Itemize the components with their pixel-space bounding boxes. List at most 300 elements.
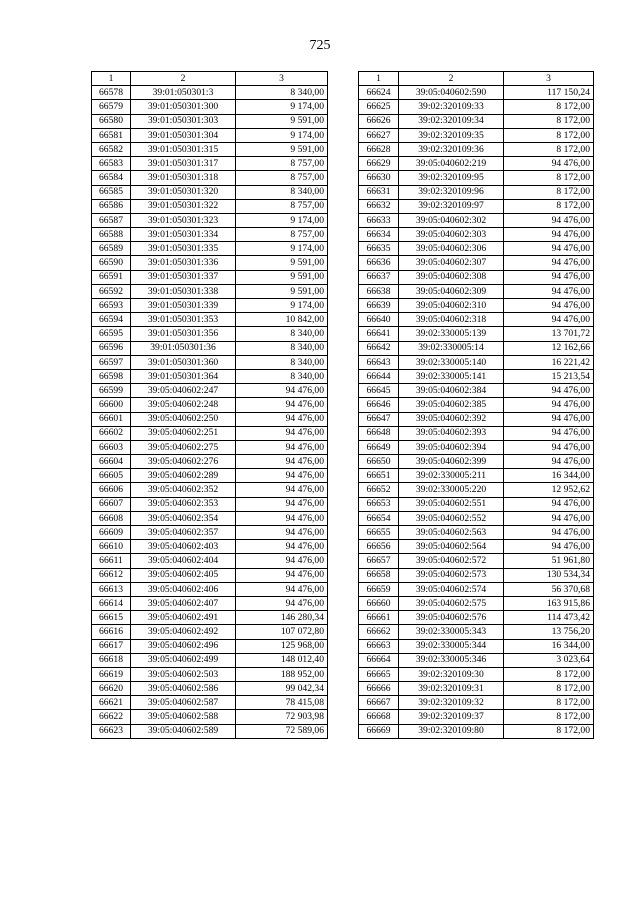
table-row	[359, 710, 594, 724]
row-number-cell: 66638	[359, 284, 399, 298]
cadastral-number-cell: 39:05:040602:587	[131, 696, 236, 710]
cadastral-number-cell: 39:01:050301:3	[131, 86, 236, 100]
value-cell: 94 476,00	[504, 455, 594, 469]
row-number-cell: 66636	[359, 256, 399, 270]
cadastral-number-cell: 39:02:330005:343	[399, 625, 504, 639]
cadastral-number-cell: 39:05:040602:573	[399, 568, 504, 582]
row-number-cell: 66606	[92, 483, 131, 497]
row-number-cell: 66614	[92, 596, 131, 610]
table-row	[359, 327, 594, 341]
value-cell: 117 150,24	[504, 86, 594, 100]
cadastral-number-cell: 39:05:040602:406	[131, 582, 236, 596]
value-cell: 8 172,00	[504, 696, 594, 710]
table-row	[359, 128, 594, 142]
value-cell: 9 174,00	[236, 213, 328, 227]
value-cell: 94 476,00	[504, 440, 594, 454]
cadastral-number-cell: 39:05:040602:219	[399, 157, 504, 171]
row-number-cell: 66639	[359, 299, 399, 313]
cadastral-number-cell: 39:01:050301:338	[131, 284, 236, 298]
row-number-cell: 66579	[92, 100, 131, 114]
cadastral-number-cell: 39:05:040602:353	[131, 497, 236, 511]
row-number-cell: 66583	[92, 157, 131, 171]
table-row	[359, 440, 594, 454]
column-header-1: 1	[92, 72, 131, 86]
table-row	[92, 284, 328, 298]
row-number-cell: 66602	[92, 426, 131, 440]
table-row	[359, 86, 594, 100]
row-number-cell: 66649	[359, 440, 399, 454]
table-row	[359, 242, 594, 256]
cadastral-number-cell: 39:02:320109:35	[399, 128, 504, 142]
value-cell: 8 757,00	[236, 199, 328, 213]
table-row	[359, 412, 594, 426]
row-number-cell: 66599	[92, 384, 131, 398]
row-number-cell: 66616	[92, 625, 131, 639]
value-cell: 8 172,00	[504, 114, 594, 128]
value-cell: 8 172,00	[504, 667, 594, 681]
value-cell: 56 370,68	[504, 582, 594, 596]
table-row	[92, 86, 328, 100]
row-number-cell: 66629	[359, 157, 399, 171]
table-row	[92, 369, 328, 383]
cadastral-number-cell: 39:01:050301:303	[131, 114, 236, 128]
column-header-2: 2	[131, 72, 236, 86]
table-row	[92, 171, 328, 185]
row-number-cell: 66633	[359, 213, 399, 227]
cadastral-number-cell: 39:05:040602:575	[399, 596, 504, 610]
value-cell: 9 591,00	[236, 114, 328, 128]
table-row	[92, 313, 328, 327]
row-number-cell: 66593	[92, 299, 131, 313]
row-number-cell: 66661	[359, 611, 399, 625]
cadastral-number-cell: 39:05:040602:303	[399, 228, 504, 242]
table-row	[92, 426, 328, 440]
table-row	[92, 554, 328, 568]
table-row	[92, 440, 328, 454]
row-number-cell: 66660	[359, 596, 399, 610]
value-cell: 125 968,00	[236, 639, 328, 653]
cadastral-number-cell: 39:05:040602:306	[399, 242, 504, 256]
column-header-3: 3	[504, 72, 594, 86]
cadastral-number-cell: 39:02:320109:31	[399, 682, 504, 696]
cadastral-number-cell: 39:05:040602:588	[131, 710, 236, 724]
register-table-left	[91, 71, 328, 739]
table-row	[92, 611, 328, 625]
table-row	[92, 568, 328, 582]
table-row	[92, 540, 328, 554]
page-number: 725	[309, 38, 331, 53]
cadastral-number-cell: 39:02:320109:36	[399, 142, 504, 156]
table-row	[92, 213, 328, 227]
cadastral-number-cell: 39:02:320109:33	[399, 100, 504, 114]
value-cell: 94 476,00	[504, 284, 594, 298]
value-cell: 94 476,00	[504, 412, 594, 426]
row-number-cell: 66645	[359, 384, 399, 398]
table-row	[359, 256, 594, 270]
row-number-cell: 66647	[359, 412, 399, 426]
cadastral-number-cell: 39:05:040602:405	[131, 568, 236, 582]
value-cell: 94 476,00	[504, 256, 594, 270]
table-row	[359, 199, 594, 213]
value-cell: 94 476,00	[236, 526, 328, 540]
value-cell: 16 221,42	[504, 355, 594, 369]
table-row	[359, 398, 594, 412]
row-number-cell: 66648	[359, 426, 399, 440]
value-cell: 9 591,00	[236, 284, 328, 298]
row-number-cell: 66652	[359, 483, 399, 497]
table-row	[359, 270, 594, 284]
value-cell: 107 072,80	[236, 625, 328, 639]
table-row	[359, 625, 594, 639]
value-cell: 51 961,80	[504, 554, 594, 568]
cadastral-number-cell: 39:05:040602:589	[131, 724, 236, 738]
row-number-cell: 66634	[359, 228, 399, 242]
cadastral-number-cell: 39:05:040602:492	[131, 625, 236, 639]
table-row	[92, 157, 328, 171]
row-number-cell: 66631	[359, 185, 399, 199]
value-cell: 12 162,66	[504, 341, 594, 355]
value-cell: 9 591,00	[236, 270, 328, 284]
table-row	[92, 667, 328, 681]
row-number-cell: 66628	[359, 142, 399, 156]
value-cell: 8 340,00	[236, 341, 328, 355]
row-number-cell: 66669	[359, 724, 399, 738]
cadastral-number-cell: 39:01:050301:318	[131, 171, 236, 185]
row-number-cell: 66586	[92, 199, 131, 213]
row-number-cell: 66624	[359, 86, 399, 100]
table-row	[92, 341, 328, 355]
table-header-row	[359, 72, 594, 86]
table-row	[92, 228, 328, 242]
table-row	[359, 284, 594, 298]
cadastral-number-cell: 39:05:040602:310	[399, 299, 504, 313]
table-row	[92, 455, 328, 469]
table-row	[359, 724, 594, 738]
cadastral-number-cell: 39:05:040602:574	[399, 582, 504, 596]
row-number-cell: 66589	[92, 242, 131, 256]
table-row	[92, 114, 328, 128]
row-number-cell: 66640	[359, 313, 399, 327]
table-row	[359, 455, 594, 469]
cadastral-number-cell: 39:01:050301:353	[131, 313, 236, 327]
cadastral-number-cell: 39:02:320109:37	[399, 710, 504, 724]
row-number-cell: 66668	[359, 710, 399, 724]
value-cell: 94 476,00	[504, 426, 594, 440]
table-row	[359, 299, 594, 313]
table-row	[359, 100, 594, 114]
value-cell: 94 476,00	[504, 270, 594, 284]
table-row	[92, 384, 328, 398]
table-header-row	[92, 72, 328, 86]
row-number-cell: 66654	[359, 511, 399, 525]
row-number-cell: 66644	[359, 369, 399, 383]
table-row	[359, 228, 594, 242]
table-row	[92, 639, 328, 653]
row-number-cell: 66580	[92, 114, 131, 128]
row-number-cell: 66653	[359, 497, 399, 511]
row-number-cell: 66637	[359, 270, 399, 284]
value-cell: 9 174,00	[236, 100, 328, 114]
row-number-cell: 66608	[92, 511, 131, 525]
value-cell: 8 172,00	[504, 710, 594, 724]
cadastral-number-cell: 39:05:040602:394	[399, 440, 504, 454]
row-number-cell: 66651	[359, 469, 399, 483]
cadastral-number-cell: 39:05:040602:384	[399, 384, 504, 398]
cadastral-number-cell: 39:02:320109:95	[399, 171, 504, 185]
value-cell: 148 012,40	[236, 653, 328, 667]
table-row	[92, 242, 328, 256]
cadastral-number-cell: 39:05:040602:499	[131, 653, 236, 667]
cadastral-number-cell: 39:05:040602:247	[131, 384, 236, 398]
value-cell: 94 476,00	[504, 398, 594, 412]
cadastral-number-cell: 39:01:050301:317	[131, 157, 236, 171]
table-row	[92, 596, 328, 610]
cadastral-number-cell: 39:05:040602:289	[131, 469, 236, 483]
value-cell: 78 415,08	[236, 696, 328, 710]
row-number-cell: 66585	[92, 185, 131, 199]
value-cell: 94 476,00	[236, 568, 328, 582]
cadastral-number-cell: 39:01:050301:356	[131, 327, 236, 341]
table-row	[92, 398, 328, 412]
table-row	[92, 497, 328, 511]
value-cell: 94 476,00	[236, 540, 328, 554]
row-number-cell: 66622	[92, 710, 131, 724]
row-number-cell: 66598	[92, 369, 131, 383]
value-cell: 8 757,00	[236, 171, 328, 185]
value-cell: 8 172,00	[504, 682, 594, 696]
table-row	[359, 469, 594, 483]
value-cell: 8 340,00	[236, 185, 328, 199]
cadastral-number-cell: 39:05:040602:393	[399, 426, 504, 440]
cadastral-number-cell: 39:02:330005:211	[399, 469, 504, 483]
cadastral-number-cell: 39:05:040602:248	[131, 398, 236, 412]
value-cell: 94 476,00	[236, 398, 328, 412]
value-cell: 94 476,00	[504, 313, 594, 327]
value-cell: 3 023,64	[504, 653, 594, 667]
table-row	[359, 185, 594, 199]
cadastral-number-cell: 39:05:040602:496	[131, 639, 236, 653]
cadastral-number-cell: 39:02:320109:34	[399, 114, 504, 128]
value-cell: 94 476,00	[236, 483, 328, 497]
row-number-cell: 66635	[359, 242, 399, 256]
table-row	[92, 299, 328, 313]
cadastral-number-cell: 39:05:040602:503	[131, 667, 236, 681]
row-number-cell: 66600	[92, 398, 131, 412]
cadastral-number-cell: 39:05:040602:392	[399, 412, 504, 426]
table-row	[92, 710, 328, 724]
cadastral-number-cell: 39:01:050301:323	[131, 213, 236, 227]
value-cell: 8 172,00	[504, 185, 594, 199]
cadastral-number-cell: 39:01:050301:320	[131, 185, 236, 199]
value-cell: 16 344,00	[504, 469, 594, 483]
row-number-cell: 66619	[92, 667, 131, 681]
row-number-cell: 66604	[92, 455, 131, 469]
table-row	[92, 696, 328, 710]
row-number-cell: 66650	[359, 455, 399, 469]
cadastral-number-cell: 39:05:040602:399	[399, 455, 504, 469]
table-row	[359, 114, 594, 128]
cadastral-number-cell: 39:02:320109:80	[399, 724, 504, 738]
cadastral-number-cell: 39:05:040602:491	[131, 611, 236, 625]
row-number-cell: 66611	[92, 554, 131, 568]
cadastral-number-cell: 39:02:320109:30	[399, 667, 504, 681]
table-row	[359, 682, 594, 696]
cadastral-number-cell: 39:05:040602:250	[131, 412, 236, 426]
table-row	[92, 469, 328, 483]
value-cell: 9 174,00	[236, 242, 328, 256]
row-number-cell: 66620	[92, 682, 131, 696]
cadastral-number-cell: 39:01:050301:304	[131, 128, 236, 142]
cadastral-number-cell: 39:05:040602:276	[131, 455, 236, 469]
row-number-cell: 66662	[359, 625, 399, 639]
cadastral-number-cell: 39:05:040602:302	[399, 213, 504, 227]
row-number-cell: 66657	[359, 554, 399, 568]
value-cell: 114 473,42	[504, 611, 594, 625]
table-row	[92, 327, 328, 341]
cadastral-number-cell: 39:01:050301:336	[131, 256, 236, 270]
table-row	[359, 313, 594, 327]
row-number-cell: 66601	[92, 412, 131, 426]
value-cell: 94 476,00	[504, 384, 594, 398]
row-number-cell: 66596	[92, 341, 131, 355]
table-row	[359, 696, 594, 710]
row-number-cell: 66659	[359, 582, 399, 596]
cadastral-number-cell: 39:05:040602:251	[131, 426, 236, 440]
value-cell: 72 589,06	[236, 724, 328, 738]
cadastral-number-cell: 39:01:050301:334	[131, 228, 236, 242]
row-number-cell: 66594	[92, 313, 131, 327]
row-number-cell: 66663	[359, 639, 399, 653]
row-number-cell: 66642	[359, 341, 399, 355]
value-cell: 9 174,00	[236, 299, 328, 313]
value-cell: 8 172,00	[504, 724, 594, 738]
table-row	[92, 256, 328, 270]
table-row	[359, 369, 594, 383]
table-row	[92, 511, 328, 525]
cadastral-number-cell: 39:01:050301:36	[131, 341, 236, 355]
table-row	[92, 185, 328, 199]
table-row	[92, 483, 328, 497]
table-row	[359, 355, 594, 369]
cadastral-number-cell: 39:05:040602:357	[131, 526, 236, 540]
cadastral-number-cell: 39:05:040602:352	[131, 483, 236, 497]
table-row	[359, 483, 594, 497]
row-number-cell: 66618	[92, 653, 131, 667]
value-cell: 94 476,00	[236, 455, 328, 469]
table-row	[92, 625, 328, 639]
value-cell: 72 903,98	[236, 710, 328, 724]
value-cell: 94 476,00	[236, 412, 328, 426]
value-cell: 94 476,00	[236, 384, 328, 398]
table-row	[92, 526, 328, 540]
cadastral-number-cell: 39:01:050301:337	[131, 270, 236, 284]
cadastral-number-cell: 39:05:040602:404	[131, 554, 236, 568]
value-cell: 8 172,00	[504, 100, 594, 114]
row-number-cell: 66582	[92, 142, 131, 156]
cadastral-number-cell: 39:01:050301:364	[131, 369, 236, 383]
table-row	[359, 639, 594, 653]
value-cell: 130 534,34	[504, 568, 594, 582]
cadastral-number-cell: 39:05:040602:564	[399, 540, 504, 554]
row-number-cell: 66656	[359, 540, 399, 554]
table-row	[359, 384, 594, 398]
value-cell: 15 213,54	[504, 369, 594, 383]
row-number-cell: 66630	[359, 171, 399, 185]
value-cell: 163 915,86	[504, 596, 594, 610]
cadastral-number-cell: 39:05:040602:275	[131, 440, 236, 454]
column-header-1: 1	[359, 72, 399, 86]
table-row	[92, 128, 328, 142]
cadastral-number-cell: 39:02:320109:97	[399, 199, 504, 213]
table-row	[359, 497, 594, 511]
value-cell: 8 340,00	[236, 355, 328, 369]
table-row	[359, 611, 594, 625]
value-cell: 8 172,00	[504, 171, 594, 185]
row-number-cell: 66665	[359, 667, 399, 681]
table-row	[359, 526, 594, 540]
value-cell: 94 476,00	[504, 157, 594, 171]
table-row	[92, 355, 328, 369]
cadastral-number-cell: 39:05:040602:563	[399, 526, 504, 540]
row-number-cell: 66632	[359, 199, 399, 213]
row-number-cell: 66597	[92, 355, 131, 369]
table-row	[92, 682, 328, 696]
value-cell: 99 042,34	[236, 682, 328, 696]
cadastral-number-cell: 39:05:040602:586	[131, 682, 236, 696]
cadastral-number-cell: 39:05:040602:308	[399, 270, 504, 284]
row-number-cell: 66584	[92, 171, 131, 185]
row-number-cell: 66646	[359, 398, 399, 412]
cadastral-number-cell: 39:05:040602:318	[399, 313, 504, 327]
value-cell: 94 476,00	[504, 526, 594, 540]
row-number-cell: 66590	[92, 256, 131, 270]
table-row	[359, 596, 594, 610]
row-number-cell: 66658	[359, 568, 399, 582]
row-number-cell: 66588	[92, 228, 131, 242]
value-cell: 8 757,00	[236, 157, 328, 171]
table-row	[92, 100, 328, 114]
cadastral-number-cell: 39:05:040602:407	[131, 596, 236, 610]
value-cell: 94 476,00	[504, 497, 594, 511]
row-number-cell: 66609	[92, 526, 131, 540]
value-cell: 94 476,00	[236, 469, 328, 483]
cadastral-number-cell: 39:02:330005:220	[399, 483, 504, 497]
cadastral-number-cell: 39:01:050301:322	[131, 199, 236, 213]
cadastral-number-cell: 39:02:320109:96	[399, 185, 504, 199]
row-number-cell: 66667	[359, 696, 399, 710]
value-cell: 9 174,00	[236, 128, 328, 142]
row-number-cell: 66592	[92, 284, 131, 298]
row-number-cell: 66612	[92, 568, 131, 582]
table-row	[359, 426, 594, 440]
value-cell: 94 476,00	[504, 511, 594, 525]
row-number-cell: 66666	[359, 682, 399, 696]
cadastral-number-cell: 39:05:040602:551	[399, 497, 504, 511]
cadastral-number-cell: 39:02:330005:346	[399, 653, 504, 667]
register-table-left-body	[92, 72, 328, 739]
cadastral-number-cell: 39:02:330005:14	[399, 341, 504, 355]
cadastral-number-cell: 39:02:330005:141	[399, 369, 504, 383]
row-number-cell: 66578	[92, 86, 131, 100]
table-row	[359, 667, 594, 681]
value-cell: 94 476,00	[236, 511, 328, 525]
value-cell: 8 172,00	[504, 128, 594, 142]
row-number-cell: 66610	[92, 540, 131, 554]
value-cell: 16 344,00	[504, 639, 594, 653]
cadastral-number-cell: 39:02:330005:140	[399, 355, 504, 369]
value-cell: 94 476,00	[236, 582, 328, 596]
row-number-cell: 66613	[92, 582, 131, 596]
